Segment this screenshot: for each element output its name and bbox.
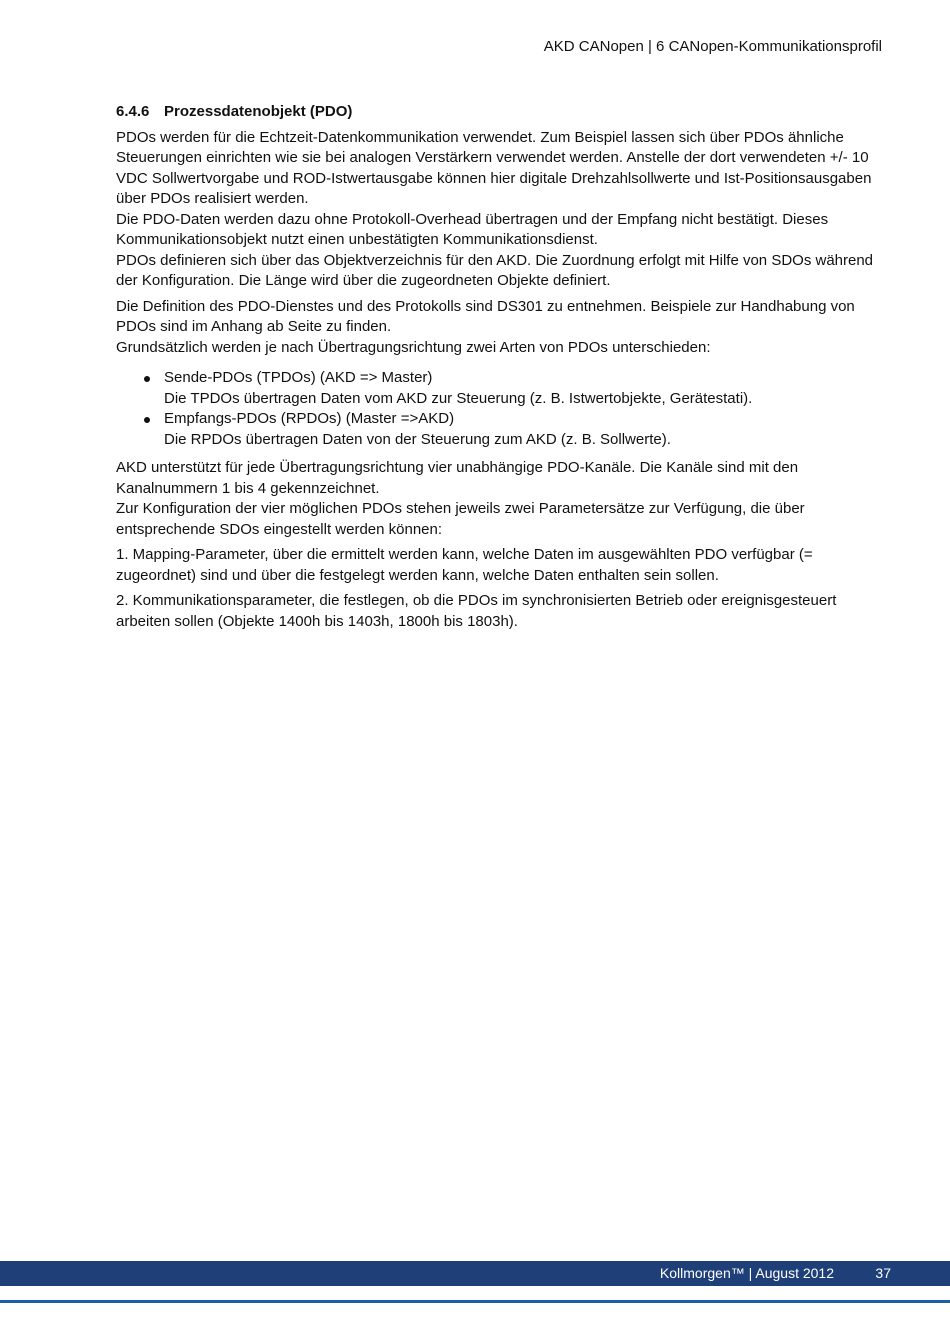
pdo-type-list — [116, 368, 886, 450]
footer-text: Kollmorgen™ | August 2012 — [659, 1265, 834, 1281]
paragraph: PDOs werden für die Echtzeit-Datenkommunikation verwendet. Zum Beispiel lassen sich über PDOs ähnliche Steuerungen einrichten wie sie bei analogen Verstärkern verwendet werden. Anstelle der dort verwendeten +/- 10 VDC Sollwertvorgabe und ROD-Istwertausgabe können hier digitale Drehzahlsollwerte und Ist-Positionsausgaben über PDOs realisiert werden. — [116, 128, 872, 207]
page-number: 37 — [875, 1265, 891, 1281]
bullet-icon — [144, 417, 150, 423]
footer-rule — [0, 1300, 950, 1303]
section-title: Prozessdatenobjekt (PDO) — [164, 103, 353, 120]
paragraph: AKD unterstützt für jede Übertragungsrichtung vier unabhängige PDO-Kanäle. Die Kanäle sind mit den Kanalnummern 1 bis 4 gekennzeichnet. — [116, 459, 799, 497]
numbered-item: 1. Mapping-Parameter, über die ermittelt werden kann, welche Daten im ausgewählten PDO verfügbar (= zugeordnet) sind und über die festgelegt werden kann, welche Daten enthalten sein sollen. — [116, 546, 813, 584]
list-item-title: Empfangs-PDOs (RPDOs) (Master =>AKD) — [164, 410, 455, 427]
section-number: 6.4.6 — [116, 103, 150, 120]
section-heading — [116, 102, 886, 123]
running-header: AKD CANopen | 6 CANopen-Kommunikationsprofil — [543, 38, 882, 55]
paragraph: PDOs definieren sich über das Objektverzeichnis für den AKD. Die Zuordnung erfolgt mit Hilfe von SDOs während der Konfiguration. Die Länge wird über die zugeordneten Objekte definiert. — [116, 251, 874, 289]
page-body — [116, 102, 886, 632]
paragraph: Die Definition des PDO-Dienstes und des Protokolls sind DS301 zu entnehmen. Beispiele zur Handhabung von PDOs sind im Anhang ab Seite zu finden. — [116, 297, 855, 335]
paragraph: Die PDO-Daten werden dazu ohne Protokoll-Overhead übertragen und der Empfang nicht bestätigt. Dieses Kommunikationsobjekt nutzt einen unbestätigten Kommunikationsdienst. — [116, 210, 829, 248]
bullet-icon — [144, 376, 150, 382]
paragraph: Grundsätzlich werden je nach Übertragungsrichtung zwei Arten von PDOs unterschieden: — [116, 338, 711, 356]
numbered-item: 2. Kommunikationsparameter, die festlegen, ob die PDOs im synchronisierten Betrieb oder ereignisgesteuert arbeiten sollen (Objekte 1400h bis 1403h, 1800h bis 1803h). — [116, 592, 837, 630]
footer-bar — [0, 1261, 950, 1286]
paragraph: Zur Konfiguration der vier möglichen PDOs stehen jeweils zwei Parametersätze zur Verfügung, die über entsprechende SDOs eingestellt werden können: — [116, 500, 805, 538]
list-item-text: Die RPDOs übertragen Daten von der Steuerung zum AKD (z. B. Sollwerte). — [164, 430, 671, 448]
list-item-text: Die TPDOs übertragen Daten vom AKD zur Steuerung (z. B. Istwertobjekte, Gerätestati). — [164, 389, 753, 407]
list-item — [116, 368, 886, 409]
list-item — [116, 409, 886, 450]
list-item-title: Sende-PDOs (TPDOs) (AKD => Master) — [164, 369, 433, 386]
